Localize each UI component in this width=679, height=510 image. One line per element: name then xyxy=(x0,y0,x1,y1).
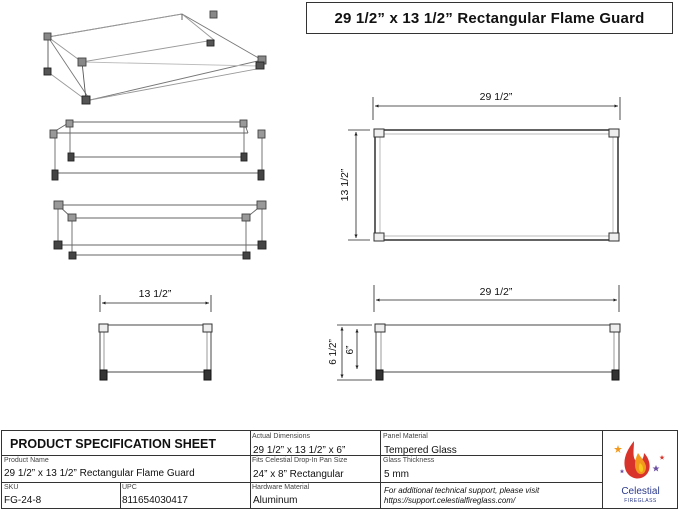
sku-label: SKU xyxy=(4,484,19,491)
divider xyxy=(2,482,380,483)
spec-heading: PRODUCT SPECIFICATION SHEET xyxy=(10,437,217,451)
divider xyxy=(602,431,603,508)
hardware-material-label: Hardware Material xyxy=(252,484,310,491)
page-title: 29 1/2” x 13 1/2” Rectangular Flame Guard xyxy=(334,9,645,27)
perspective-view-top xyxy=(54,201,266,259)
flame-star-icon xyxy=(604,431,677,491)
dim-front-width: 29 1/2” xyxy=(479,286,513,298)
title-box xyxy=(306,2,673,34)
dim-height-inner: 6” xyxy=(345,345,356,355)
dim-top-width: 29 1/2” xyxy=(479,91,513,103)
actual-dimensions-label: Actual Dimensions xyxy=(252,433,310,440)
side-view xyxy=(99,295,212,380)
support-line-1: For additional technical support, please visit xyxy=(384,486,540,495)
product-name-value: 29 1/2” x 13 1/2” Rectangular Flame Guard xyxy=(4,468,195,479)
spec-sheet xyxy=(1,430,678,509)
support-text xyxy=(384,486,539,506)
brand-name: Celestial xyxy=(621,486,660,497)
dim-top-depth: 13 1/2” xyxy=(339,168,351,202)
upc-value: 811654030417 xyxy=(122,495,188,506)
brand-logo xyxy=(604,431,677,508)
divider xyxy=(250,431,251,508)
actual-dimensions-value: 29 1/2” x 13 1/2” x 6” xyxy=(253,445,346,456)
sku-value: FG-24-8 xyxy=(4,495,42,506)
isometric-view xyxy=(44,11,266,104)
panel-material-label: Panel Material xyxy=(383,433,428,440)
perspective-view-front xyxy=(50,120,265,180)
dim-side-width: 13 1/2” xyxy=(138,288,172,300)
fits-pan-value: 24” x 8” Rectangular xyxy=(253,469,344,480)
fits-pan-label: Fits Celestial Drop-In Pan Size xyxy=(252,457,348,464)
top-view xyxy=(348,97,620,241)
hardware-material-value: Aluminum xyxy=(253,495,298,506)
support-link[interactable]: https://support.celestialfireglass.com/ xyxy=(384,496,516,505)
upc-label: UPC xyxy=(122,484,137,491)
glass-thickness-value: 5 mm xyxy=(384,469,409,480)
divider xyxy=(380,482,602,483)
panel-material-value: Tempered Glass xyxy=(384,445,457,456)
front-view xyxy=(337,285,620,380)
dim-height-outer: 6 1/2” xyxy=(328,339,339,365)
brand-tagline: FIREGLASS xyxy=(624,498,657,504)
glass-thickness-label: Glass Thickness xyxy=(383,457,435,464)
product-name-label: Product Name xyxy=(4,457,49,464)
divider xyxy=(120,482,121,508)
divider xyxy=(380,431,381,508)
